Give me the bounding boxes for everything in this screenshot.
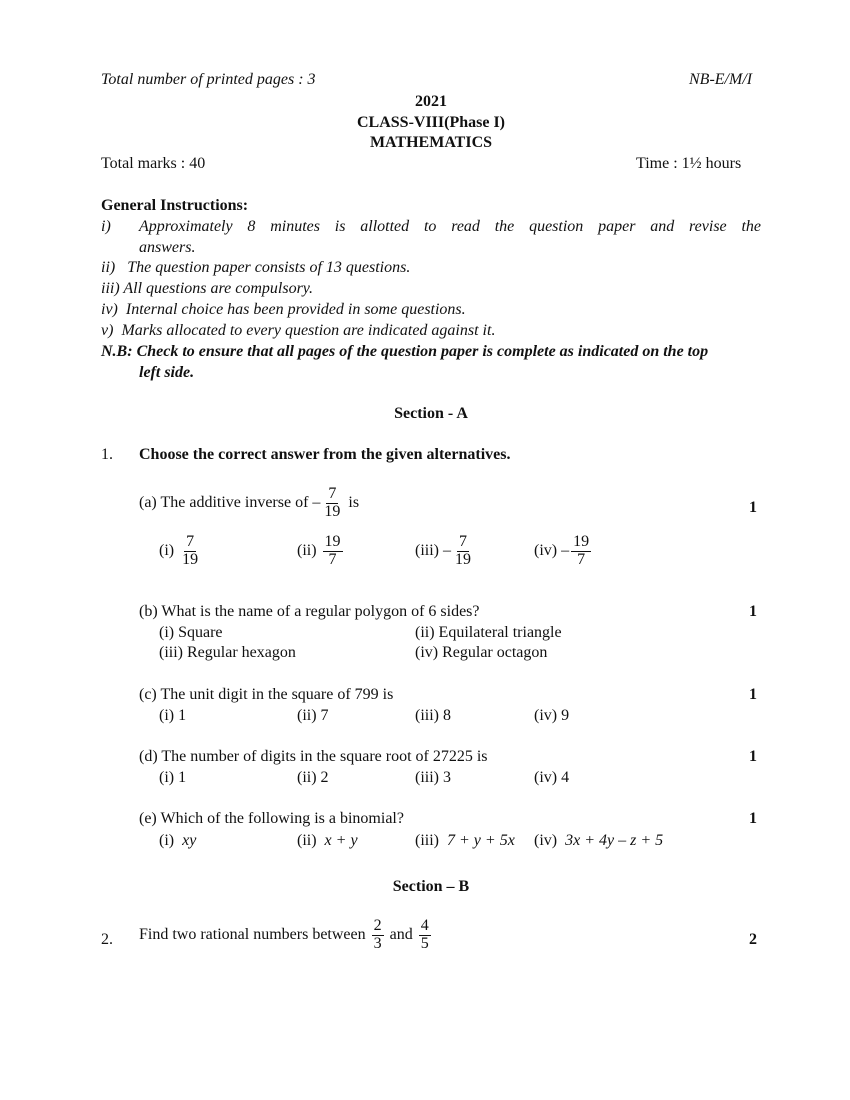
question-1a-prefix: (a) The additive inverse of xyxy=(139,493,309,511)
option: (iii) 8 xyxy=(415,707,451,724)
section-b-title: Section – B xyxy=(392,878,470,895)
option xyxy=(297,534,345,569)
fraction-denominator: 3 xyxy=(373,934,382,952)
option: (ii) 2 xyxy=(297,769,329,786)
option-expression: xy xyxy=(182,832,197,849)
question-1d-text: (d) The number of digits in the square root of 27225 is xyxy=(139,748,488,765)
fraction-denominator: 19 xyxy=(324,502,341,520)
fraction-numerator: 7 xyxy=(186,533,195,550)
fraction-numerator: 7 xyxy=(328,485,337,502)
subject-title: MATHEMATICS xyxy=(369,134,493,151)
nb-note-cont: left side. xyxy=(139,364,195,381)
question-1b-text: (b) What is the name of a regular polygon of 6 sides? xyxy=(139,603,480,620)
fraction-numerator: 7 xyxy=(459,533,467,550)
fraction-denominator: 19 xyxy=(182,550,199,568)
option xyxy=(415,534,475,569)
marks-value: 2 xyxy=(749,931,757,948)
instruction-num: iv) xyxy=(101,301,118,318)
fraction xyxy=(453,534,473,569)
printed-pages-note: Total number of printed pages : 3 xyxy=(101,71,316,88)
marks-value: 1 xyxy=(749,748,757,765)
option-expression: x + y xyxy=(324,832,358,849)
instruction-item xyxy=(101,301,466,319)
instruction-item xyxy=(101,322,495,340)
total-marks: Total marks : 40 xyxy=(101,155,206,172)
instruction-text: The question paper consists of 13 questions. xyxy=(127,259,411,276)
option-expression: 3x + 4y – z + 5 xyxy=(565,832,664,849)
option-label: (iii) xyxy=(415,541,439,559)
option-label: (ii) xyxy=(297,541,317,559)
option: (iv) 9 xyxy=(534,707,570,724)
instruction-text: Approximately 8 minutes is allotted to read the question paper and revise the xyxy=(139,218,761,235)
question-2-conjunction: and xyxy=(389,925,413,943)
instruction-num: ii) xyxy=(101,259,116,276)
nb-text: Check to ensure that all pages of the question paper is complete as indicated on the top xyxy=(136,343,709,360)
option: (ii) 7 xyxy=(297,707,329,724)
option: (iv) Regular octagon xyxy=(415,644,548,661)
class-title: CLASS-VIII(Phase I) xyxy=(356,114,506,131)
question-2 xyxy=(139,918,433,953)
option: (ii) Equilateral triangle xyxy=(415,624,562,641)
option xyxy=(297,832,358,850)
fraction-numerator: 4 xyxy=(420,917,429,934)
fraction xyxy=(322,486,342,521)
option xyxy=(415,832,515,850)
instruction-item xyxy=(101,259,410,277)
fraction-denominator: 19 xyxy=(455,550,471,568)
marks-value: 1 xyxy=(749,686,757,703)
option-label: (ii) xyxy=(297,832,317,849)
option: (i) 1 xyxy=(159,707,187,724)
option xyxy=(159,534,202,569)
instruction-num: iii) xyxy=(101,280,120,297)
fraction xyxy=(372,918,384,953)
minus-sign: – xyxy=(443,541,451,559)
exam-year: 2021 xyxy=(415,93,447,110)
option xyxy=(534,832,663,850)
instruction-text: Internal choice has been provided in some questions. xyxy=(125,301,466,318)
instruction-text: Marks allocated to every question are indicated against it. xyxy=(121,322,496,339)
fraction-denominator: 7 xyxy=(577,550,586,568)
marks-value: 1 xyxy=(749,499,757,516)
option-label: (iii) xyxy=(415,832,439,849)
option: (iv) 4 xyxy=(534,769,570,786)
nb-note xyxy=(101,343,708,361)
question-1e-text: (e) Which of the following is a binomial? xyxy=(139,810,404,827)
option-expression: 7 + y + 5x xyxy=(447,832,515,849)
question-1c-text: (c) The unit digit in the square of 799 is xyxy=(139,686,394,703)
section-a-title: Section - A xyxy=(394,405,468,422)
fraction xyxy=(419,918,431,953)
option-label: (iv) xyxy=(534,832,558,849)
fraction xyxy=(323,534,343,569)
option: (iii) Regular hexagon xyxy=(159,644,296,661)
question-number: 1. xyxy=(101,446,113,463)
question-2-prefix: Find two rational numbers between xyxy=(139,925,366,943)
option xyxy=(159,832,196,850)
minus-sign: – xyxy=(312,493,321,511)
marks-value: 1 xyxy=(749,603,757,620)
option-label: (i) xyxy=(159,541,175,559)
instruction-item xyxy=(101,280,313,298)
fraction-numerator: 19 xyxy=(573,533,590,550)
question-1-text: Choose the correct answer from the given alternatives. xyxy=(139,446,511,463)
question-1a-suffix: is xyxy=(348,493,360,511)
option: (i) 1 xyxy=(159,769,187,786)
fraction xyxy=(571,534,591,569)
question-number: 2. xyxy=(101,931,113,948)
marks-value: 1 xyxy=(749,810,757,827)
time-allowed: Time : 1½ hours xyxy=(636,155,742,172)
paper-code: NB-E/M/I xyxy=(689,71,753,88)
instruction-num: i) xyxy=(101,218,111,235)
option xyxy=(534,534,593,569)
option: (iii) 3 xyxy=(415,769,451,786)
option-label: (iv) xyxy=(534,541,558,559)
fraction-denominator: 5 xyxy=(420,934,429,952)
nb-label: N.B: xyxy=(101,343,133,360)
instructions-heading: General Instructions: xyxy=(101,197,249,214)
option: (i) Square xyxy=(159,624,223,641)
fraction-numerator: 19 xyxy=(324,533,341,550)
instruction-text: All questions are compulsory. xyxy=(123,280,314,297)
instruction-num: v) xyxy=(101,322,114,339)
minus-sign: – xyxy=(561,541,570,559)
fraction xyxy=(180,534,200,569)
option-label: (i) xyxy=(159,832,175,849)
question-1a xyxy=(139,486,359,521)
instruction-text-cont: answers. xyxy=(139,239,196,256)
fraction-denominator: 7 xyxy=(328,550,337,568)
fraction-numerator: 2 xyxy=(373,917,382,934)
